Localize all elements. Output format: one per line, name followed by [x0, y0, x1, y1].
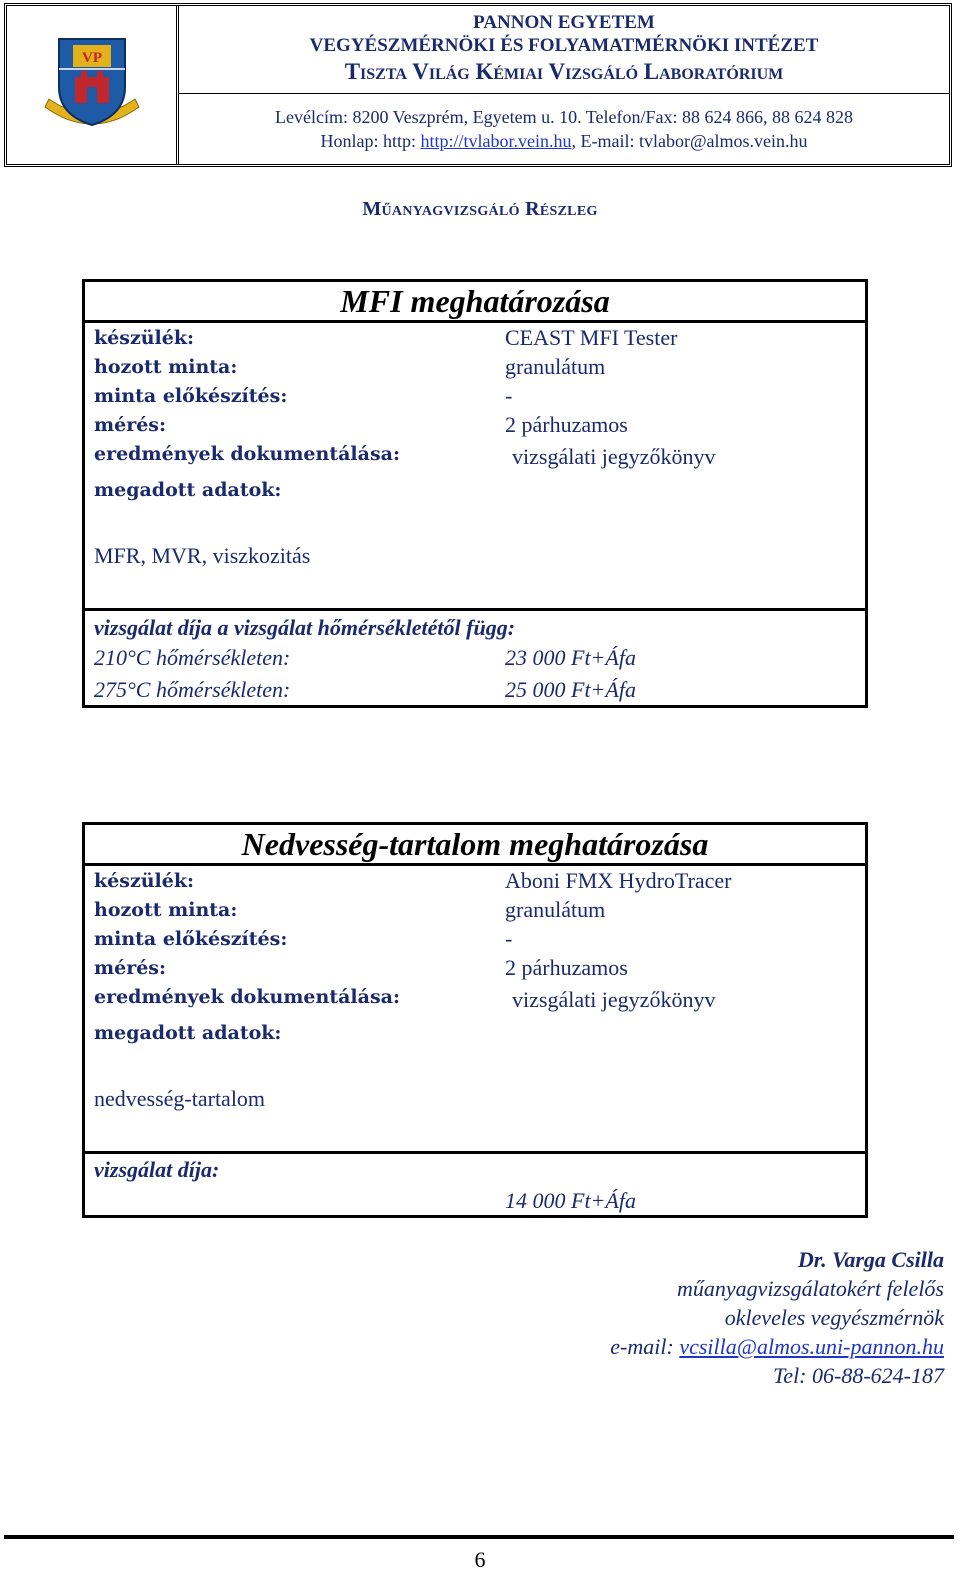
label-documentation: eredmények dokumentálása:	[94, 443, 400, 465]
contact-block	[179, 105, 949, 153]
web-prefix: Honlap: http:	[320, 131, 421, 151]
label-device: készülék:	[94, 327, 195, 349]
value-preparation: -	[505, 926, 513, 951]
lab-name: Tiszta Világ Kémiai Vizsgáló Laboratórium	[344, 59, 784, 84]
label-measurement: mérés:	[94, 957, 167, 979]
address-line: Levélcím: 8200 Veszprém, Egyetem u. 10. Telefon/Fax: 88 624 866, 88 624 828	[275, 107, 853, 127]
fee-label-275: 275°C hőmérsékleten:	[94, 677, 291, 702]
label-device: készülék:	[94, 870, 195, 892]
label-data-given: megadott adatok:	[94, 479, 282, 501]
footer-divider	[4, 1535, 954, 1539]
fee-label-210: 210°C hőmérsékleten:	[94, 645, 291, 670]
data-given-text: nedvesség-tartalom	[94, 1086, 266, 1111]
signatory-name: Dr. Varga Csilla	[797, 1247, 944, 1272]
fee-divider	[85, 1151, 865, 1154]
website-link[interactable]: http://tvlabor.vein.hu	[420, 131, 572, 151]
letterhead	[4, 3, 952, 167]
moisture-box	[82, 822, 868, 1218]
header-divider	[179, 93, 949, 94]
label-preparation: minta előkészítés:	[94, 928, 288, 950]
moisture-title: Nedvesség-tartalom meghatározása	[85, 825, 865, 866]
label-sample: hozott minta:	[94, 356, 238, 378]
value-measurement: 2 párhuzamos	[505, 412, 628, 437]
value-device: Aboni FMX HydroTracer	[505, 868, 732, 893]
label-documentation: eredmények dokumentálása:	[94, 986, 400, 1008]
university-name: PANNON EGYETEM	[473, 12, 655, 33]
value-documentation: vizsgálati jegyzőkönyv	[512, 987, 716, 1012]
logo-cell	[7, 6, 179, 164]
value-documentation: vizsgálati jegyzőkönyv	[512, 444, 716, 469]
signatory-phone: Tel: 06-88-624-187	[773, 1363, 944, 1388]
institute-name: VEGYÉSZMÉRNÖKI ÉS FOLYAMATMÉRNÖKI INTÉZET	[309, 35, 819, 56]
signatory-title: okleveles vegyészmérnök	[724, 1305, 944, 1330]
signatory-role: műanyagvizsgálatokért felelős	[676, 1276, 944, 1301]
value-sample: granulátum	[505, 897, 606, 922]
data-given-text: MFR, MVR, viszkozitás	[94, 543, 311, 568]
logo-letters: VP	[81, 50, 102, 66]
web-line	[179, 129, 949, 153]
signatory-email-line	[610, 1334, 944, 1360]
label-preparation: minta előkészítés:	[94, 385, 288, 407]
fee-price: 14 000 Ft+Áfa	[505, 1188, 636, 1213]
fee-price-210: 23 000 Ft+Áfa	[505, 645, 636, 670]
section-title: Műanyagvizsgáló Részleg	[362, 198, 598, 220]
label-data-given: megadott adatok:	[94, 1022, 282, 1044]
mfi-box	[82, 279, 868, 708]
value-preparation: -	[505, 383, 513, 408]
fee-heading: vizsgálat díja:	[94, 1157, 220, 1182]
email-prefix: e-mail:	[610, 1334, 680, 1359]
page-number: 6	[474, 1547, 486, 1572]
letterhead-text	[179, 6, 949, 164]
fee-price-275: 25 000 Ft+Áfa	[505, 677, 636, 702]
value-sample: granulátum	[505, 354, 606, 379]
value-measurement: 2 párhuzamos	[505, 955, 628, 980]
fee-divider	[85, 608, 865, 611]
label-sample: hozott minta:	[94, 899, 238, 921]
mfi-title: MFI meghatározása	[85, 282, 865, 323]
university-crest-logo	[37, 29, 147, 141]
lab-email: , E-mail: tvlabor@almos.vein.hu	[571, 131, 808, 151]
label-measurement: mérés:	[94, 414, 167, 436]
fee-heading: vizsgálat díja a vizsgálat hőmérsékletétől függ:	[94, 615, 516, 640]
value-device: CEAST MFI Tester	[505, 325, 678, 350]
signatory-email-link[interactable]: vcsilla@almos.uni-pannon.hu	[679, 1334, 944, 1359]
